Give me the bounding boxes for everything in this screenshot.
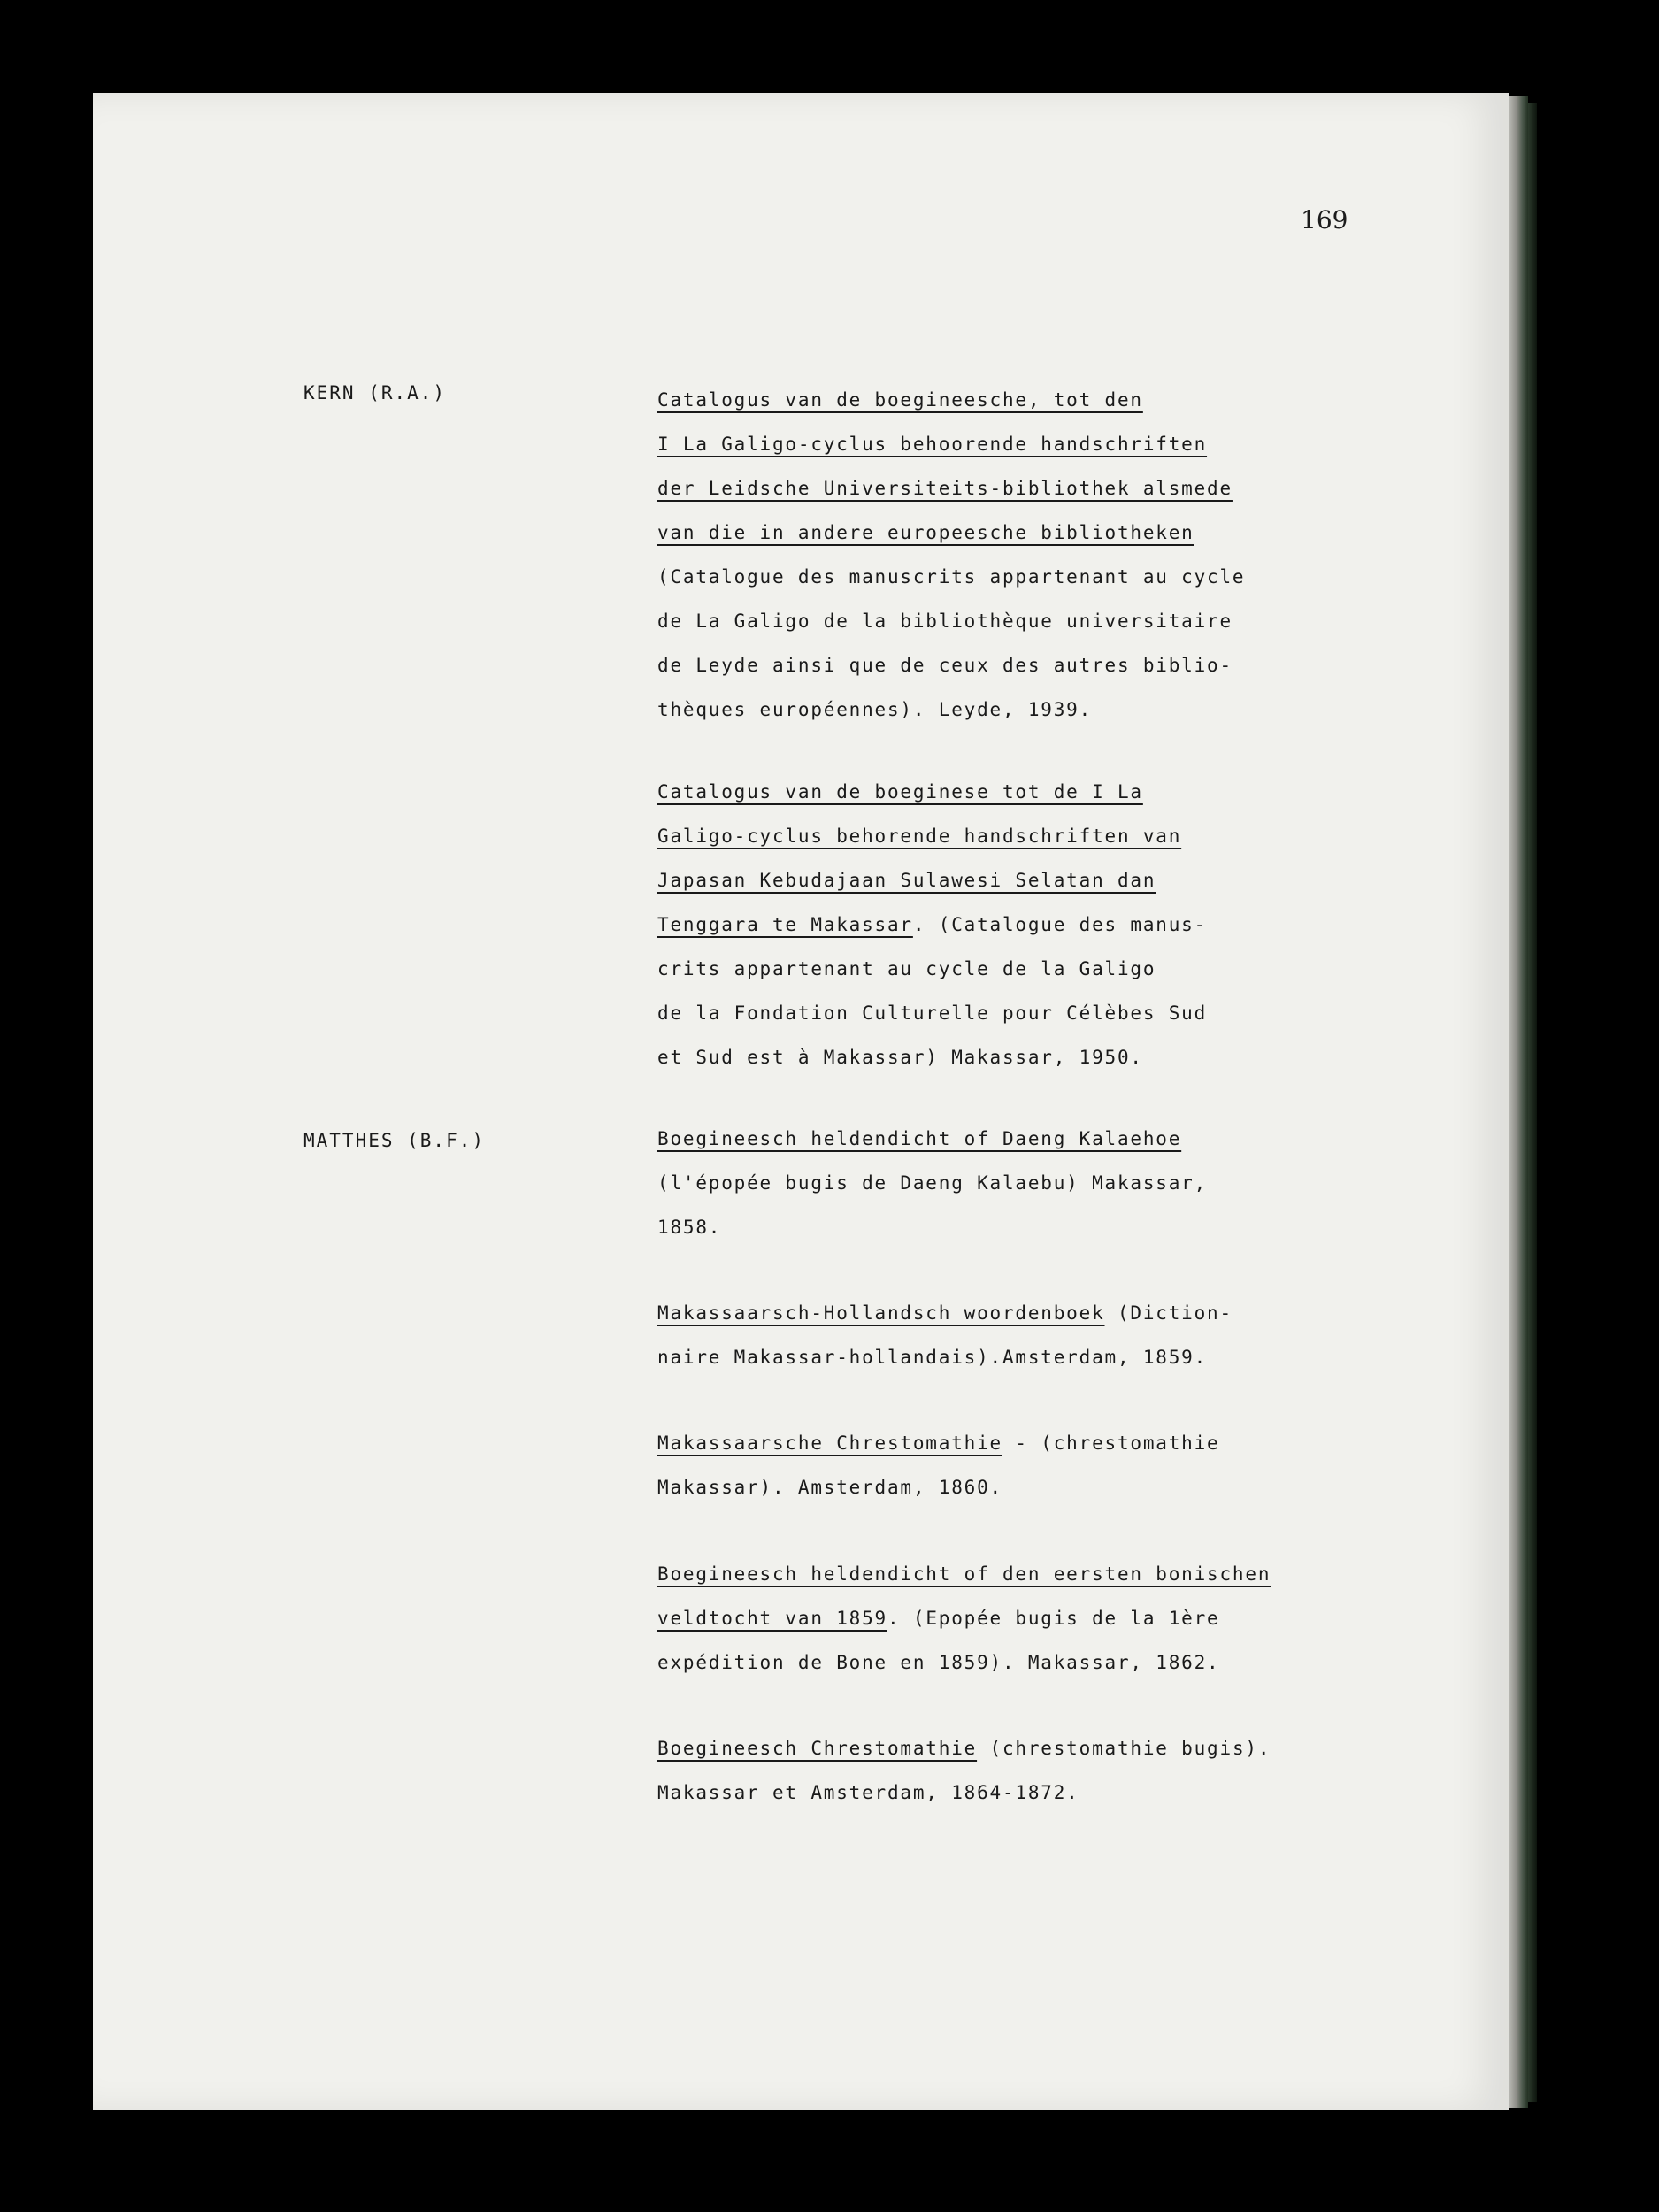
- bibliography-entry: [657, 1117, 1383, 1249]
- book-cover-edge: [1528, 103, 1537, 2102]
- work-note: thèques européennes). Leyde, 1939.: [657, 699, 1093, 720]
- work-title: Boegineesch Chrestomathie: [657, 1738, 978, 1759]
- work-note: Makassar). Amsterdam, 1860.: [657, 1477, 1002, 1498]
- bibliography-entry: Boegineesch heldendicht of den eersten bonischen veldtocht van 1859. (Epopée bugis de la 1ère expédition de Bone en 1859). Makassar, 1862.: [657, 1563, 1271, 1673]
- work-note: (Catalogue des manuscrits appartenant au cycle: [657, 566, 1246, 588]
- work-note: expédition de Bone en 1859). Makassar, 1862.: [657, 1652, 1220, 1673]
- work-note: de la Fondation Culturelle pour Célèbes Sud: [657, 1002, 1208, 1024]
- work-note: et Sud est à Makassar) Makassar, 1950.: [657, 1047, 1143, 1068]
- page-number: 169: [1301, 205, 1348, 234]
- page-edge: [1509, 96, 1528, 2108]
- work-note: crits appartenant au cycle de la Galigo: [657, 958, 1156, 979]
- bibliography-entry: Catalogus van de boeginese tot de I La Galigo-cyclus behorende handschriften van Japasan Kebudajaan Sulawesi Selatan dan Tenggara te Makassar. (Catalogue des manus- crits appartenant au cycle de la Galigo de la Fondation Culturelle pour Célèbes Sud et Sud est à Makassar) Makassar, 1950.: [657, 781, 1208, 1068]
- work-title: Makassaarsch-Hollandsch woordenboek: [657, 1302, 1105, 1324]
- work-title: Tenggara te Makassar: [657, 914, 913, 935]
- work-note: 1858.: [657, 1217, 722, 1238]
- author-matthes: MATTHES (B.F.): [303, 1130, 486, 1151]
- work-note: Makassar et Amsterdam, 1864-1872.: [657, 1782, 1079, 1803]
- work-note: de Leyde ainsi que de ceux des autres biblio-: [657, 655, 1233, 676]
- bibliography-entry: [657, 378, 1383, 732]
- work-title: van die in andere europeesche bibliotheken: [657, 522, 1194, 543]
- work-title: Boegineesch heldendicht of den eersten bonischen: [657, 1563, 1271, 1585]
- work-title: Galigo-cyclus behorende handschriften van: [657, 826, 1182, 847]
- work-title: I La Galigo-cyclus behoorende handschriften: [657, 434, 1208, 455]
- work-title: Boegineesch heldendicht of Daeng Kalaehoe: [657, 1128, 1182, 1149]
- bibliography-entry: Boegineesch Chrestomathie (chrestomathie bugis). Makassar et Amsterdam, 1864-1872.: [657, 1738, 1271, 1803]
- work-title: veldtocht van 1859: [657, 1608, 887, 1629]
- work-note: naire Makassar-hollandais).Amsterdam, 1859.: [657, 1347, 1208, 1368]
- bibliography-entry: Makassaarsch-Hollandsch woordenboek (Diction- naire Makassar-hollandais).Amsterdam, 1859.: [657, 1302, 1233, 1368]
- work-title: der Leidsche Universiteits-bibliothek alsmede: [657, 478, 1233, 499]
- bibliography-entry: Makassaarsche Chrestomathie - (chrestomathie Makassar). Amsterdam, 1860.: [657, 1432, 1220, 1498]
- work-title: Catalogus van de boeginese tot de I La: [657, 781, 1143, 803]
- work-note: de La Galigo de la bibliothèque universitaire: [657, 611, 1233, 632]
- author-kern: KERN (R.A.): [303, 382, 447, 403]
- work-title: Catalogus van de boegineesche, tot den: [657, 389, 1143, 411]
- work-title: Makassaarsche Chrestomathie: [657, 1432, 1002, 1454]
- work-note: (l'épopée bugis de Daeng Kalaebu) Makassar,: [657, 1172, 1208, 1194]
- work-title: Japasan Kebudajaan Sulawesi Selatan dan: [657, 870, 1156, 891]
